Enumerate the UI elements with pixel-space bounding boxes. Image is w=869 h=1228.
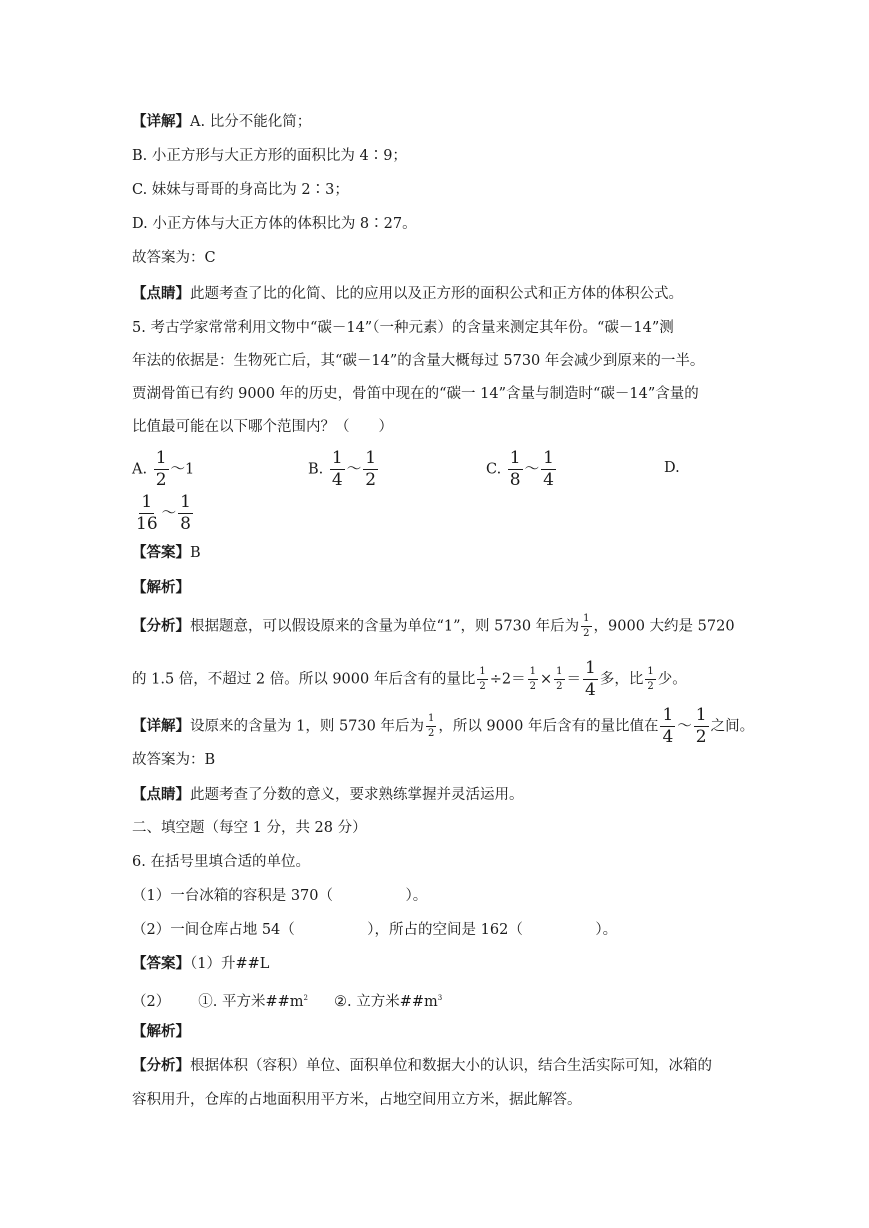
q5-line-3: 贾湖骨笛已有约 9000 年的历史，骨笛中现在的“碳一 14”含量与制造时“碳－14”含量的 bbox=[132, 386, 699, 402]
numerator: 1 bbox=[155, 448, 167, 468]
denominator: 2 bbox=[479, 681, 486, 692]
q5-xiangjie-line bbox=[132, 707, 754, 746]
numerator: 1 bbox=[426, 714, 436, 727]
denominator: 2 bbox=[365, 470, 377, 490]
p6-line bbox=[132, 284, 683, 304]
fraction bbox=[363, 450, 378, 489]
numerator: 1 bbox=[585, 658, 596, 678]
text: 之间。 bbox=[710, 718, 755, 735]
denominator: 2 bbox=[556, 681, 563, 692]
denominator: 2 bbox=[695, 727, 707, 747]
denominator: 4 bbox=[543, 470, 554, 490]
numerator: 1 bbox=[180, 492, 191, 512]
text: 的 1.5 倍，不超过 2 倍。所以 9000 年后含有的量比 bbox=[132, 671, 476, 688]
numerator: 1 bbox=[554, 667, 564, 680]
p4-line: D. 小正方体与大正方体的体积比为 8∶27。 bbox=[132, 216, 417, 232]
fraction bbox=[178, 494, 193, 533]
text: ÷2＝ bbox=[489, 671, 526, 688]
fraction bbox=[330, 450, 345, 489]
fraction bbox=[581, 614, 591, 639]
fraction bbox=[508, 450, 523, 489]
tilde: ～ bbox=[346, 461, 362, 478]
denominator: 8 bbox=[180, 514, 191, 534]
denominator: 4 bbox=[331, 470, 343, 490]
q5-line-4: 比值最可能在以下哪个范围内？（ ） bbox=[132, 419, 393, 435]
q5-fenxi-line-2 bbox=[132, 660, 687, 699]
fraction bbox=[541, 450, 556, 489]
option-b bbox=[308, 450, 380, 489]
text: ＝ bbox=[566, 671, 581, 688]
p2-line: B. 小正方形与大正方形的面积比为 4∶9； bbox=[132, 148, 407, 164]
denominator: 2 bbox=[529, 681, 536, 692]
p5-line: 故答案为：C bbox=[132, 250, 216, 266]
denominator: 4 bbox=[662, 727, 674, 747]
label: 【点睛】 bbox=[132, 786, 190, 803]
label: 【点睛】 bbox=[132, 285, 190, 302]
denominator: 8 bbox=[509, 470, 521, 490]
label: 【详解】 bbox=[132, 113, 190, 130]
numerator: 1 bbox=[543, 448, 554, 468]
denominator: 16 bbox=[136, 514, 158, 534]
text: B bbox=[190, 545, 201, 561]
label: 【分析】 bbox=[132, 617, 190, 635]
q6-analysis-heading: 【解析】 bbox=[132, 1023, 190, 1040]
text: （2） bbox=[132, 993, 171, 1010]
fraction bbox=[528, 667, 538, 692]
option-d-letter: D. bbox=[664, 460, 680, 476]
fraction bbox=[554, 667, 564, 692]
superscript: 3 bbox=[437, 994, 443, 1002]
tilde: ～ bbox=[170, 461, 186, 478]
section-2-heading: 二、填空题（每空 1 分，共 28 分） bbox=[132, 820, 367, 836]
text: 此题考查了分数的意义，要求熟练掌握并灵活运用。 bbox=[190, 787, 524, 803]
q5-dianjing-line bbox=[132, 785, 524, 805]
tilde: ～ bbox=[161, 505, 177, 522]
q6-sub-2: （2）一间仓库占地 54（ ），所占的空间是 162（ ）。 bbox=[132, 922, 618, 938]
q6-sub-1: （1）一台冰箱的容积是 370（ ）。 bbox=[132, 888, 428, 904]
option-letter: A. bbox=[132, 461, 148, 478]
denominator: 4 bbox=[585, 680, 596, 700]
numerator: 1 bbox=[141, 492, 153, 512]
option-c bbox=[486, 450, 558, 489]
label: 【答案】 bbox=[132, 955, 190, 972]
q6-fenxi-line-1 bbox=[132, 1056, 712, 1076]
q5-final-line: 故答案为：B bbox=[132, 752, 216, 768]
text: ，所以 9000 年后含有的量比值在 bbox=[438, 718, 659, 735]
option-d bbox=[132, 494, 195, 533]
q6-answer-line bbox=[132, 954, 269, 974]
denominator: 2 bbox=[155, 470, 167, 490]
p3-line: C. 妹妹与哥哥的身高比为 2∶3； bbox=[132, 182, 349, 198]
fraction bbox=[583, 660, 598, 699]
q5-fenxi-line-1 bbox=[132, 614, 735, 639]
q5-analysis-heading: 【解析】 bbox=[132, 579, 190, 596]
numerator: 1 bbox=[645, 667, 655, 680]
text: × bbox=[539, 671, 553, 688]
fraction bbox=[477, 667, 487, 692]
fraction bbox=[660, 707, 675, 746]
option-letter: B. bbox=[308, 461, 324, 478]
text: （1）升##L bbox=[190, 956, 270, 972]
text: 根据题意，可以假设原来的含量为单位“1”，则 5730 年后为 bbox=[190, 618, 580, 635]
text: 设原来的含量为 1，则 5730 年后为 bbox=[190, 718, 424, 735]
label: 【答案】 bbox=[132, 544, 190, 561]
text: A. 比分不能化简； bbox=[190, 114, 312, 130]
q5-answer-line bbox=[132, 543, 201, 563]
p1-line bbox=[132, 112, 311, 132]
q6-fenxi-line-2: 容积用升，仓库的占地面积用平方米，占地空间用立方米，据此解答。 bbox=[132, 1092, 582, 1108]
text: ①. 平方米##m bbox=[198, 993, 304, 1010]
numerator: 1 bbox=[695, 705, 707, 725]
q6-title: 6. 在括号里填合适的单位。 bbox=[132, 854, 310, 870]
denominator: 2 bbox=[427, 728, 435, 739]
denominator: 2 bbox=[583, 628, 590, 639]
text: 此题考查了比的化简、比的应用以及正方形的面积公式和正方体的体积公式。 bbox=[190, 286, 683, 302]
text: 多，比 bbox=[599, 671, 644, 688]
numerator: 1 bbox=[528, 667, 538, 680]
numerator: 1 bbox=[365, 448, 377, 468]
fraction bbox=[645, 667, 655, 692]
tilde: ～ bbox=[524, 461, 540, 478]
fraction bbox=[134, 494, 160, 533]
fraction bbox=[694, 707, 709, 746]
numerator: 1 bbox=[509, 448, 521, 468]
text: 根据体积（容积）单位、面积单位和数据大小的认识，结合生活实际可知，冰箱的 bbox=[190, 1058, 712, 1074]
numerator: 1 bbox=[477, 667, 487, 680]
value: 1 bbox=[185, 461, 195, 478]
option-letter: C. bbox=[486, 461, 502, 478]
label: 【分析】 bbox=[132, 1057, 190, 1074]
q6-answer-2-line bbox=[132, 988, 442, 1012]
numerator: 1 bbox=[662, 705, 674, 725]
option-a bbox=[132, 450, 194, 489]
label: 【详解】 bbox=[132, 717, 190, 735]
numerator: 1 bbox=[581, 614, 591, 627]
text: ②. 立方米##m bbox=[333, 993, 438, 1010]
fraction bbox=[426, 714, 436, 739]
q5-line-2: 年法的依据是：生物死亡后，其“碳－14”的含量大概每过 5730 年会减少到原来的一半。 bbox=[132, 353, 705, 369]
superscript: 2 bbox=[303, 994, 308, 1002]
text: ，9000 大约是 5720 bbox=[593, 618, 735, 635]
numerator: 1 bbox=[331, 448, 343, 468]
tilde: ～ bbox=[677, 718, 692, 735]
denominator: 2 bbox=[647, 681, 654, 692]
text: 少。 bbox=[657, 671, 687, 688]
fraction bbox=[154, 450, 169, 489]
q5-line-1: 5. 考古学家常常利用文物中“碳－14”（一种元素）的含量来测定其年份。“碳－14”测 bbox=[132, 320, 674, 336]
